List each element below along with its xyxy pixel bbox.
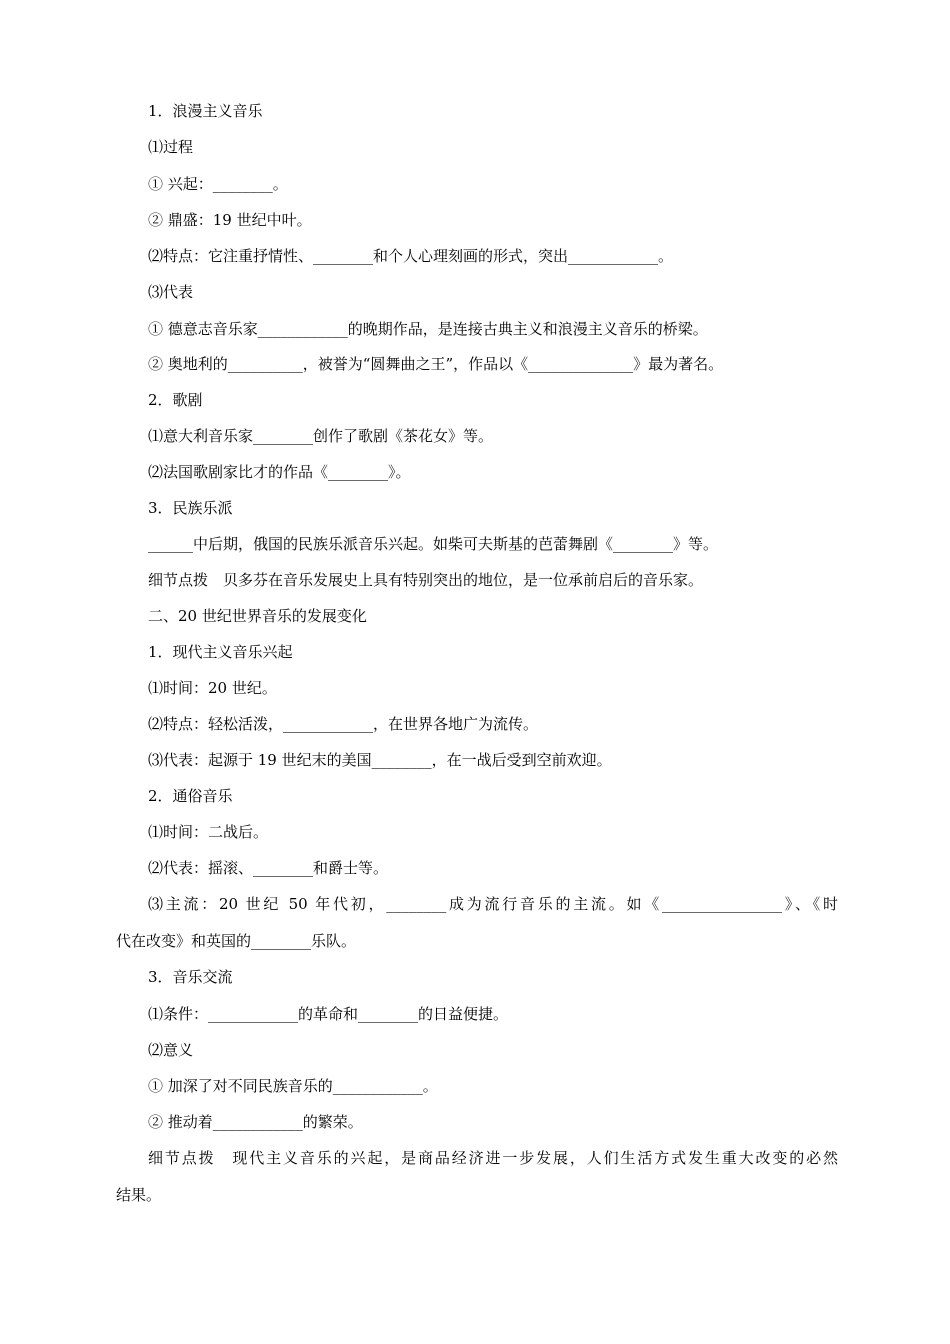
detail-note-modernism: 细节点拨 现代主义音乐的兴起，是商品经济进一步发展，人们生活方式发生重大改变的必然 [148,1149,838,1167]
subheading-representatives: ⑶代表 [148,283,194,301]
subheading-process: ⑴过程 [148,138,194,156]
item-italian-composer: ⑴意大利音乐家________创作了歌剧《茶花女》等。 [148,427,494,445]
item-peak: ② 鼎盛：19 世纪中叶。 [148,211,312,229]
item-german-composer: ① 德意志音乐家____________的晚期作品，是连接古典主义和浪漫主义音乐的桥梁。 [148,320,708,338]
detail-note-beethoven: 细节点拨 贝多芬在音乐发展史上具有特别突出的地位，是一位承前启后的音乐家。 [148,571,704,589]
item-modernist-features: ⑵特点：轻松活泼，____________，在世界各地广为流传。 [148,715,539,733]
heading-opera: 2．歌剧 [148,391,203,409]
item-rise: ① 兴起：________。 [148,175,288,193]
item-popular-mainstream-cont: 代在改变》和英国的________乐队。 [116,932,357,950]
item-significance-2: ② 推动着____________的繁荣。 [148,1113,363,1131]
item-exchange-conditions: ⑴条件：____________的革命和________的日益便捷。 [148,1005,509,1023]
item-popular-mainstream: ⑶主流：20 世纪 50 年代初，________成为流行音乐的主流。如《________________》、《时 [148,895,838,913]
heading-music-exchange: 3．音乐交流 [148,968,233,986]
section-heading-20th-century: 二、20 世纪世界音乐的发展变化 [148,607,367,625]
item-austrian-composer: ② 奥地利的__________，被誉为“圆舞曲之王”，作品以《______________》最为著名。 [148,355,724,373]
heading-modernist-music: 1．现代主义音乐兴起 [148,643,293,661]
heading-romantic-music: 1．浪漫主义音乐 [148,102,263,120]
item-modernist-time: ⑴时间：20 世纪。 [148,679,277,697]
item-features: ⑵特点：它注重抒情性、________和个人心理刻画的形式，突出____________。 [148,247,674,265]
item-popular-representatives: ⑵代表：摇滚、________和爵士等。 [148,859,389,877]
subheading-significance: ⑵意义 [148,1041,194,1059]
item-significance-1: ① 加深了对不同民族音乐的____________。 [148,1077,438,1095]
item-bizet-work: ⑵法国歌剧家比才的作品《________》。 [148,463,411,481]
item-popular-time: ⑴时间：二战后。 [148,823,269,841]
heading-popular-music: 2．通俗音乐 [148,787,233,805]
item-modernist-representative: ⑶代表：起源于 19 世纪末的美国________，在一战后受到空前欢迎。 [148,751,612,769]
detail-note-modernism-cont: 结果。 [116,1186,162,1204]
heading-national-school: 3．民族乐派 [148,499,233,517]
item-russian-school: ______中后期，俄国的民族乐派音乐兴起。如柴可夫斯基的芭蕾舞剧《________》等。 [148,535,719,553]
